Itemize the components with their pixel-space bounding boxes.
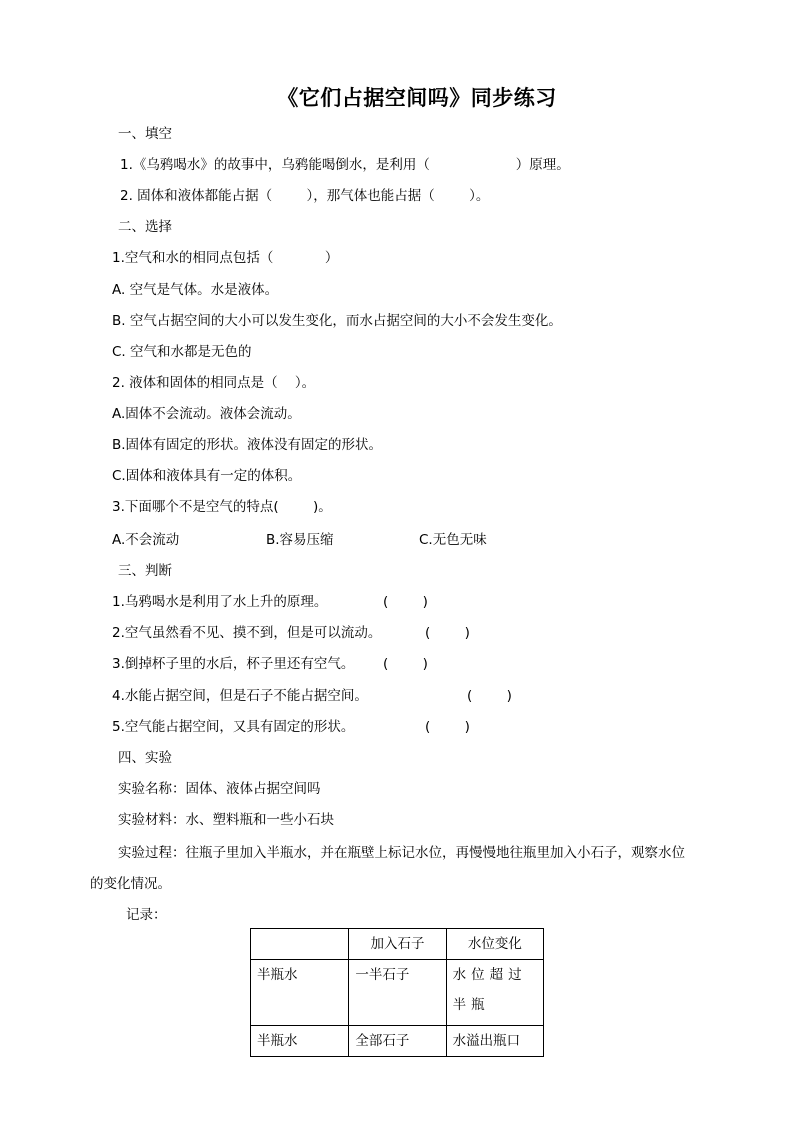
experiment-process-line1: 实验过程：往瓶子里加入半瓶水，并在瓶壁上标记水位，再慢慢地往瓶里加入小石子，观察水位 [118, 845, 685, 861]
judge-item-paren: ( ) [467, 688, 512, 704]
judge-item-paren: ( ) [383, 594, 428, 610]
table-header-cell: 加入石子 [349, 929, 446, 960]
fill-question-1: 1.《乌鸦喝水》的故事中，乌鸦能喝倒水，是利用（ ）原理。 [120, 157, 570, 173]
table-cell: 半瓶水 [251, 1026, 349, 1057]
judge-item-text: 5.空气能占据空间，又具有固定的形状。 [112, 719, 355, 735]
section3-heading: 三、判断 [118, 563, 172, 579]
table-header-row [251, 929, 544, 960]
choice-3-option-b: B.容易压缩 [266, 532, 334, 548]
choice-question-3: 3.下面哪个不是空气的特点( )。 [112, 499, 332, 515]
judge-item-paren: ( ) [425, 625, 470, 641]
table-cell: 水位超过半瓶 [446, 960, 543, 1026]
table-cell: 半瓶水 [251, 960, 349, 1026]
fill-question-2: 2. 固体和液体都能占据（ ），那气体也能占据（ ）。 [120, 188, 490, 204]
section1-heading: 一、填空 [118, 126, 172, 142]
section4-heading: 四、实验 [118, 750, 172, 766]
page-title: 《它们占据空间吗》同步练习 [277, 86, 557, 110]
table-row [251, 960, 544, 1026]
choice-1-option-b: B. 空气占据空间的大小可以发生变化，而水占据空间的大小不会发生变化。 [112, 313, 562, 329]
choice-1-option-a: A. 空气是气体。水是液体。 [112, 282, 279, 298]
experiment-name: 实验名称：固体、液体占据空间吗 [118, 781, 321, 797]
judge-item-text: 1.乌鸦喝水是利用了水上升的原理。 [112, 594, 328, 610]
table-header-cell [251, 929, 349, 960]
judge-item-paren: ( ) [425, 719, 470, 735]
choice-question-1: 1.空气和水的相同点包括（ ） [112, 250, 339, 266]
judge-item-paren: ( ) [383, 656, 428, 672]
choice-2-option-c: C.固体和液体具有一定的体积。 [112, 468, 302, 484]
table-cell: 全部石子 [349, 1026, 446, 1057]
table-cell: 水溢出瓶口 [446, 1026, 543, 1057]
judge-item-text: 2.空气虽然看不见、摸不到，但是可以流动。 [112, 625, 382, 641]
choice-question-2: 2. 液体和固体的相同点是（ ）。 [112, 375, 316, 391]
table-row [251, 1026, 544, 1057]
table-header-cell: 水位变化 [446, 929, 543, 960]
table-cell: 一半石子 [349, 960, 446, 1026]
choice-2-option-a: A.固体不会流动。液体会流动。 [112, 406, 301, 422]
choice-3-option-a: A.不会流动 [112, 532, 180, 548]
record-table [250, 928, 544, 1057]
experiment-materials: 实验材料：水、塑料瓶和一些小石块 [118, 812, 334, 828]
choice-1-option-c: C. 空气和水都是无色的 [112, 344, 252, 360]
choice-3-option-c: C.无色无味 [419, 532, 487, 548]
choice-2-option-b: B.固体有固定的形状。液体没有固定的形状。 [112, 437, 383, 453]
judge-item-text: 3.倒掉杯子里的水后，杯子里还有空气。 [112, 656, 355, 672]
record-label: 记录： [126, 907, 167, 923]
experiment-process-line2: 的变化情况。 [90, 876, 171, 892]
section2-heading: 二、选择 [118, 219, 172, 235]
judge-item-text: 4.水能占据空间，但是石子不能占据空间。 [112, 688, 368, 704]
